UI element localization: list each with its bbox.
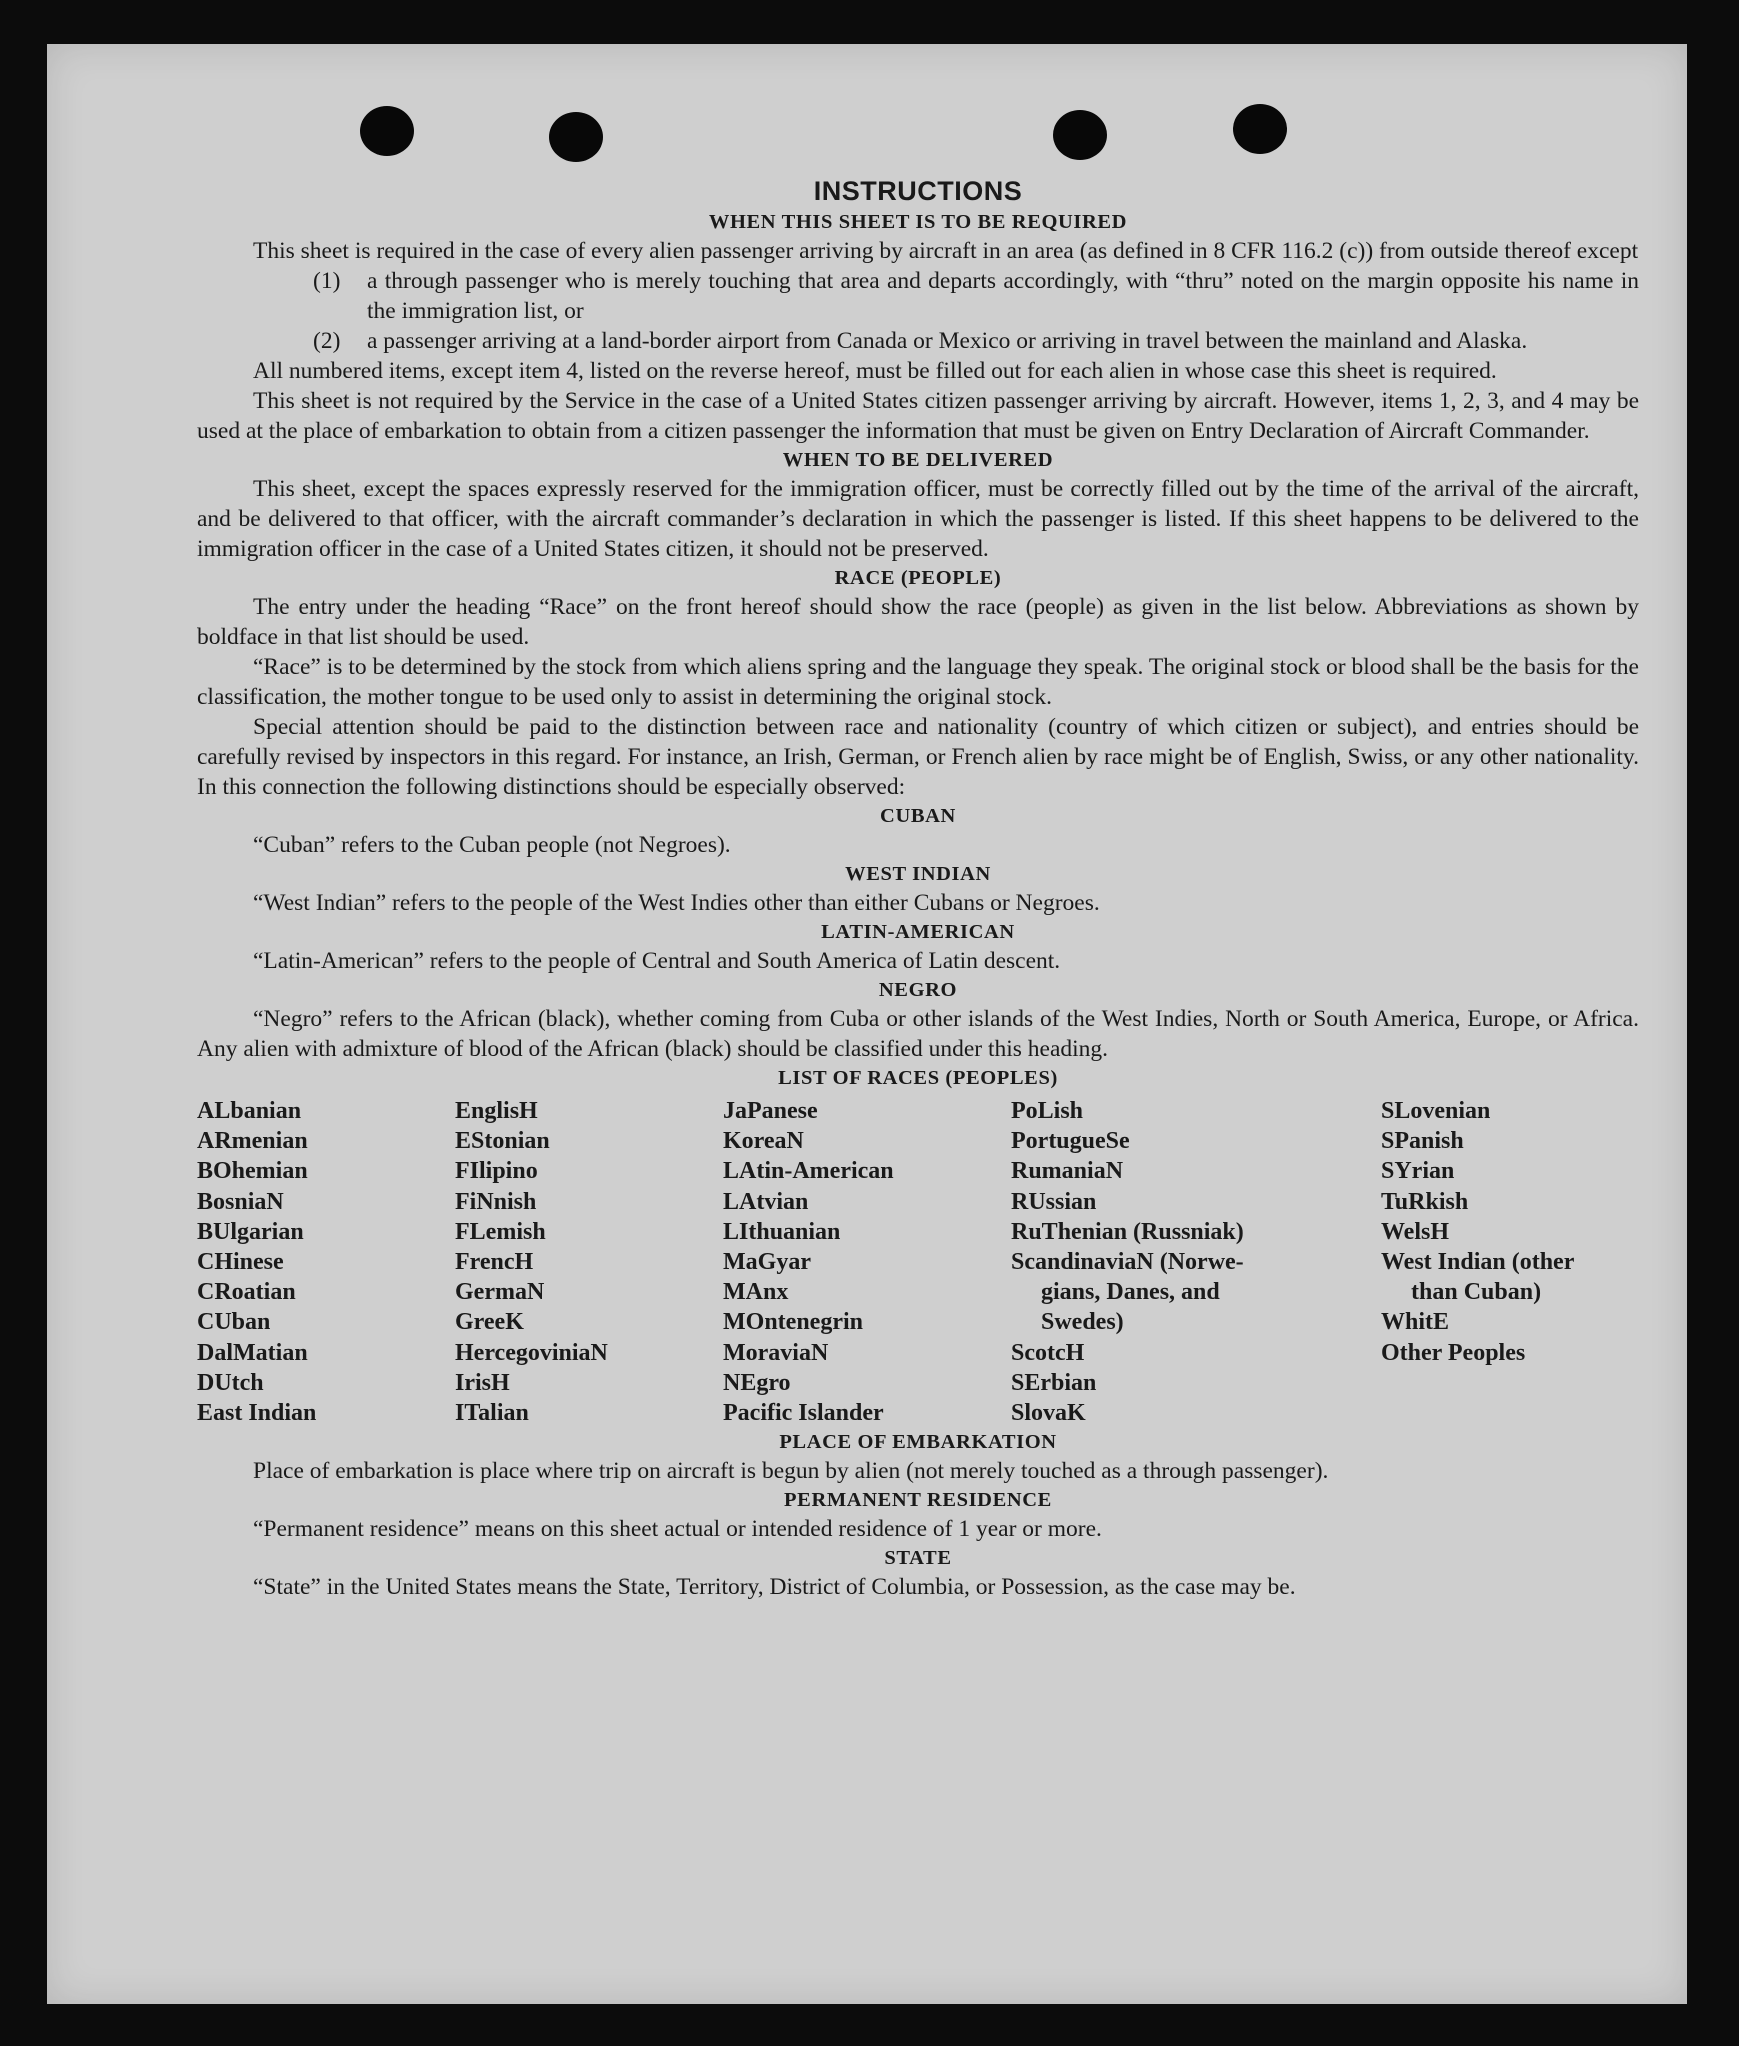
- heading-when-delivered: WHEN TO BE DELIVERED: [782, 449, 1054, 471]
- race-entry: LAtin-American: [723, 1158, 894, 1185]
- exception-item: [313, 266, 1639, 326]
- race-entry-continued: Swedes): [1041, 1309, 1124, 1336]
- heading-embarkation: PLACE OF EMBARKATION: [779, 1431, 1057, 1454]
- race-entry: FiNnish: [455, 1188, 537, 1215]
- definition: “Latin-American” refers to the people of Central and South America of Latin descent.: [253, 948, 1061, 974]
- race-entry-continued: than Cuban): [1411, 1279, 1542, 1306]
- race-entry: BOhemian: [197, 1158, 308, 1185]
- race-entry: East Indian: [197, 1400, 317, 1427]
- race-entry: EStonian: [455, 1128, 550, 1155]
- heading-permanent-residence: PERMANENT RESIDENCE: [784, 1489, 1052, 1512]
- race-entry: MAnx: [723, 1279, 789, 1306]
- punch-hole: [1233, 104, 1287, 154]
- definition: “Cuban” refers to the Cuban people (not Negroes).: [253, 832, 731, 858]
- item-text: a through passenger who is merely touching that area and departs accordingly, with “thru” noted on the margin opposite his name in the immigration list, or: [367, 268, 1639, 324]
- race-entry: FIlipino: [455, 1158, 538, 1185]
- heading-west-indian: WEST INDIAN: [845, 863, 991, 885]
- race-entry: ARmenian: [197, 1128, 308, 1155]
- race-entry: SPanish: [1381, 1128, 1464, 1155]
- race-entry: WhitE: [1381, 1309, 1450, 1336]
- race-entry: CHinese: [197, 1249, 284, 1276]
- race-entry: GreeK: [455, 1309, 524, 1336]
- definition: “West Indian” refers to the people of the West Indies other than either Cubans or Negroes.: [253, 890, 1100, 916]
- item-number: (2): [313, 328, 341, 354]
- definition: Place of embarkation is place where trip on aircraft is begun by alien (not merely touched as a through passenger).: [253, 1458, 1329, 1485]
- item-text: a passenger arriving at a land-border airport from Canada or Mexico or arriving in travel between the mainland and Alaska.: [367, 328, 1528, 354]
- race-entry: MOntenegrin: [723, 1309, 863, 1336]
- race-entry: PoLish: [1011, 1098, 1084, 1124]
- paragraph: The entry under the heading “Race” on the front hereof should show the race (people) as given in the list below. Abbreviations as shown by boldface in that list should be used.: [197, 594, 1639, 650]
- punch-hole: [549, 112, 603, 162]
- race-entry: FLemish: [455, 1218, 546, 1245]
- paragraph: This sheet, except the spaces expressly reserved for the immigration officer, must be correctly filled out by the time of the arrival of the aircraft, and be delivered to that officer, with the aircraft commander’s declaration in which the passenger is listed. If this sheet happens to be delivered to the immigration officer in the case of a United States citizen, it should not be preserved.: [197, 476, 1639, 562]
- race-entry: CRoatian: [197, 1279, 296, 1306]
- heading-race: RACE (PEOPLE): [834, 567, 1002, 589]
- race-entry: ITalian: [455, 1400, 529, 1427]
- race-entry: RUssian: [1011, 1188, 1097, 1215]
- heading-latin-american: LATIN-AMERICAN: [821, 921, 1015, 943]
- race-entry: SYrian: [1381, 1158, 1455, 1185]
- race-entry: GermaN: [455, 1279, 545, 1306]
- race-entry-continued: gians, Danes, and: [1041, 1279, 1220, 1306]
- race-entry: HercegoviniaN: [455, 1339, 608, 1366]
- races-list: [197, 1096, 1639, 1428]
- races-column: [455, 1096, 723, 1428]
- race-entry: SErbian: [1011, 1369, 1097, 1396]
- race-entry: KoreaN: [723, 1128, 804, 1155]
- heading-cuban: CUBAN: [880, 805, 956, 827]
- race-entry: West Indian (other: [1381, 1249, 1575, 1276]
- races-column: [1381, 1096, 1639, 1428]
- race-entry: EnglisH: [455, 1098, 538, 1124]
- race-entry: SlovaK: [1011, 1400, 1086, 1427]
- race-entry: SLovenian: [1381, 1098, 1491, 1124]
- race-entry: JaPanese: [723, 1098, 818, 1124]
- paragraph: “Race” is to be determined by the stock from which aliens spring and the language they speak. The original stock or blood shall be the basis for the classification, the mother tongue to be used only to assist in determining the original stock.: [197, 654, 1639, 710]
- definition: “Permanent residence” means on this sheet actual or intended residence of 1 year or more.: [253, 1516, 1102, 1543]
- paragraph: All numbered items, except item 4, listed on the reverse hereof, must be filled out for each alien in whose case this sheet is required.: [253, 358, 1497, 384]
- race-entry: RuThenian (Russniak): [1011, 1218, 1244, 1245]
- definition: “Negro” refers to the African (black), whether coming from Cuba or other islands of the West Indies, North or South America, Europe, or Africa. Any alien with admixture of blood of the African (black) should be classified under this heading.: [197, 1006, 1639, 1062]
- race-entry: IrisH: [455, 1369, 510, 1396]
- heading-list-of-races: LIST OF RACES (PEOPLES): [778, 1067, 1058, 1089]
- race-entry: LAtvian: [723, 1188, 809, 1215]
- races-column: [723, 1096, 1011, 1428]
- heading-state: STATE: [884, 1547, 952, 1570]
- paragraph: Special attention should be paid to the distinction between race and nationality (country of which citizen or subject), and entries should be carefully revised by inspectors in this regard. For instance, an Irish, German, or French alien by race might be of English, Swiss, or any other nationality. In this connection the following distinctions should be especially observed:: [197, 714, 1639, 800]
- heading-when-required: WHEN THIS SHEET IS TO BE REQUIRED: [708, 211, 1128, 233]
- race-entry: ALbanian: [197, 1098, 302, 1124]
- punch-hole: [1053, 110, 1107, 160]
- race-entry: TuRkish: [1381, 1188, 1469, 1215]
- race-entry: MoraviaN: [723, 1339, 829, 1366]
- race-entry: RumaniaN: [1011, 1158, 1124, 1185]
- race-entry: DalMatian: [197, 1339, 308, 1366]
- heading-negro: NEGRO: [878, 979, 958, 1001]
- definition: “State” in the United States means the State, Territory, District of Columbia, or Possession, as the case may be.: [253, 1574, 1296, 1601]
- race-entry: BUlgarian: [197, 1218, 304, 1245]
- race-entry: Other Peoples: [1381, 1339, 1526, 1366]
- document-page: [47, 44, 1687, 2004]
- race-entry: ScotcH: [1011, 1339, 1085, 1366]
- page-title: INSTRUCTIONS: [813, 176, 1023, 206]
- race-entry: FrencH: [455, 1249, 534, 1276]
- paragraph: This sheet is not required by the Service in the case of a United States citizen passenger arriving by aircraft. However, items 1, 2, 3, and 4 may be used at the place of embarkation to obtain from a citizen passenger the information that must be given on Entry Declaration of Aircraft Commander.: [197, 388, 1639, 444]
- race-entry: PortugueSe: [1011, 1128, 1130, 1155]
- race-entry: BosniaN: [197, 1188, 284, 1215]
- race-entry: LIthuanian: [723, 1218, 841, 1245]
- item-number: (1): [313, 268, 341, 294]
- races-column: [1011, 1096, 1381, 1428]
- race-entry: CUban: [197, 1309, 271, 1336]
- race-entry: MaGyar: [723, 1249, 811, 1276]
- races-column: [197, 1096, 455, 1428]
- punch-hole: [360, 106, 414, 156]
- instructions-content: [197, 174, 1639, 1602]
- race-entry: ScandinaviaN (Norwe-: [1011, 1249, 1244, 1276]
- exception-item: [313, 326, 1639, 356]
- race-entry: Pacific Islander: [723, 1400, 884, 1427]
- race-entry: WelsH: [1381, 1218, 1450, 1245]
- race-entry: NEgro: [723, 1369, 791, 1396]
- paragraph: This sheet is required in the case of every alien passenger arriving by aircraft in an area (as defined in 8 CFR 116.2 (c)) from outside thereof except: [253, 238, 1639, 264]
- race-entry: DUtch: [197, 1369, 264, 1396]
